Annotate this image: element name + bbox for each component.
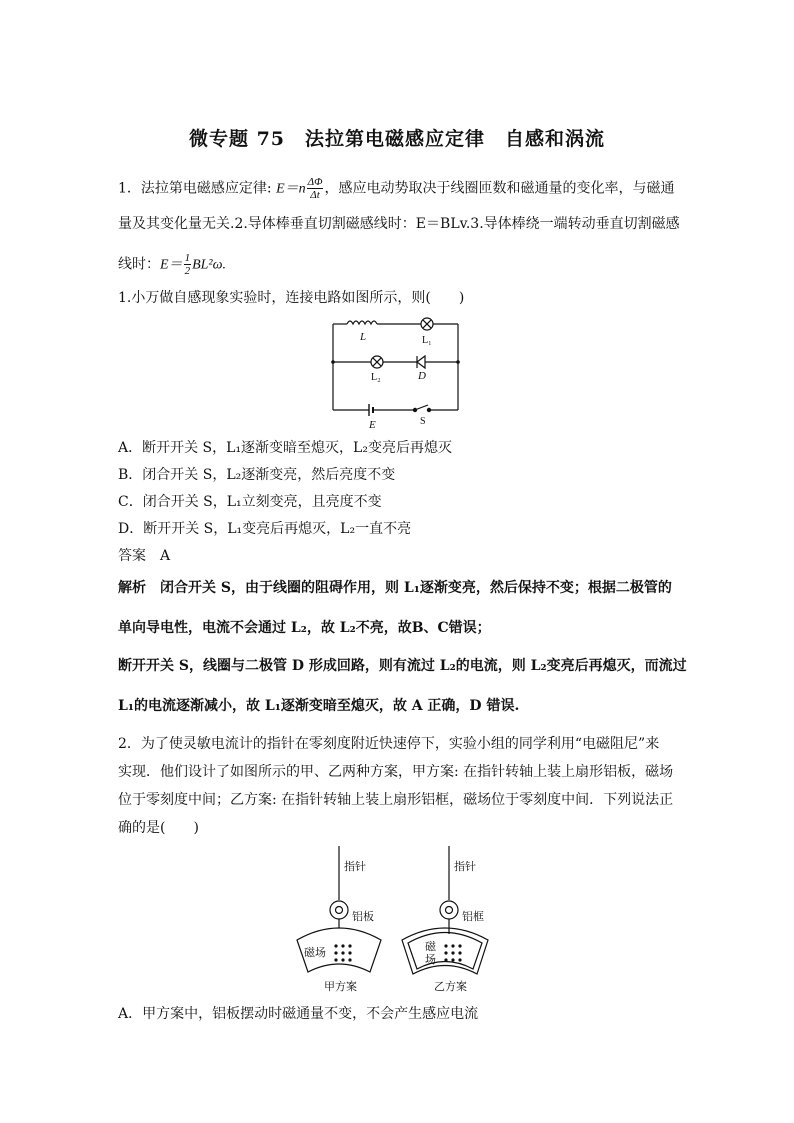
q1-option-c: C．闭合开关 S，L₁立刻变亮，且亮度不变	[118, 494, 382, 510]
intro-line-1	[118, 176, 674, 201]
intro-text: ，感应电动势取决于线圈匝数和磁通量的变化率，与磁通	[324, 180, 675, 197]
diode-icon	[417, 356, 425, 368]
intro-text: 线时：	[118, 256, 160, 273]
magnetic-field-dots	[334, 944, 351, 961]
intro-line-3	[118, 252, 226, 277]
fraction	[307, 176, 324, 201]
inductor-icon	[347, 321, 377, 324]
label-switch: S	[420, 416, 426, 427]
q1-analysis-line-3: 断开开关 S，线圈与二极管 D 形成回路，则有流过 L₂的电流，则 L₂变亮后再熄灭，而流过	[118, 658, 687, 674]
left-caption: 甲方案	[324, 981, 357, 993]
q1-option-d: D．断开开关 S，L₁变亮后再熄灭，L₂一直不亮	[118, 521, 412, 537]
right-pointer-label: 指针	[454, 861, 476, 873]
formula-lhs: E＝	[160, 257, 183, 273]
label-lamp-l1: L₁	[422, 335, 432, 346]
label-diode: D	[418, 370, 426, 382]
q1-circuit-diagram	[325, 312, 470, 432]
label-battery: E	[369, 419, 376, 431]
q1-analysis-line-4: L₁的电流逐渐减小，故 L₁逐渐变暗至熄灭，故 A 正确，D 错误.	[118, 698, 520, 714]
formula-rhs: BL²ω.	[192, 257, 226, 273]
sector-frame-outer-icon	[402, 928, 488, 974]
left-pointer-label: 指针	[344, 861, 366, 873]
fraction	[184, 252, 192, 277]
left-field-label: 磁场	[304, 947, 326, 959]
formula-lhs: E＝n	[276, 181, 306, 197]
q2-damping-figure	[290, 842, 490, 1000]
right-caption: 乙方案	[434, 981, 467, 993]
q2-stem-line-2: 实现．他们设计了如图所示的甲、乙两种方案，甲方案: 在指针转轴上装上扇形铝板，磁场	[118, 764, 674, 780]
battery-icon	[369, 404, 373, 416]
q1-answer: 答案 A	[118, 548, 171, 564]
label-inductor: L	[360, 331, 367, 343]
left-plate-label: 铝板	[352, 911, 374, 923]
magnetic-field-dots	[444, 944, 461, 961]
q2-option-a: A．甲方案中，铝板摆动时磁通量不变，不会产生感应电流	[118, 1006, 479, 1022]
q1-analysis-line-2: 单向导电性，电流不会通过 L₂，故 L₂不亮，故B、C错误；	[118, 620, 491, 636]
switch-icon	[413, 405, 430, 412]
pivot-icon	[330, 901, 348, 919]
q1-analysis-line-1: 解析 闭合开关 S，由于线圈的阻碍作用，则 L₁逐渐变亮，然后保持不变；根据二极管的	[118, 580, 672, 596]
fraction-numerator: ΔΦ	[307, 176, 323, 188]
right-field-label-1: 磁	[425, 941, 436, 953]
q1-stem: 1.小万做自感现象实验时，连接电路如图所示，则( )	[118, 290, 465, 306]
page-title: 微专题 75 法拉第电磁感应定律 自感和涡流	[188, 128, 606, 150]
right-field-label-2: 场	[425, 954, 436, 966]
q2-stem-line-1: 2．为了使灵敏电流计的指针在零刻度附近快速停下，实验小组的同学利用“电磁阻尼”来	[118, 736, 660, 752]
q1-option-b: B．闭合开关 S，L₂逐渐变亮，然后亮度不变	[118, 467, 396, 483]
q2-stem-line-4: 确的是( )	[118, 820, 199, 836]
fraction-denominator: Δt	[310, 189, 320, 201]
intro-text: 1．法拉第电磁感应定律:	[118, 180, 277, 197]
right-plate-label: 铝框	[462, 911, 484, 923]
label-lamp-l2: L₂	[371, 372, 381, 383]
sector-frame-inner-icon	[408, 933, 482, 970]
intro-line-2: 量及其变化量无关.2.导体棒垂直切割磁感线时：E＝BLv.3.导体棒绕一端转动垂直切割磁感	[118, 216, 680, 232]
q1-option-a: A．断开开关 S，L₁逐渐变暗至熄灭，L₂变亮后再熄灭	[118, 440, 452, 456]
fraction-denominator: 2	[184, 265, 191, 277]
q2-stem-line-3: 位于零刻度中间；乙方案: 在指针转轴上装上扇形铝框，磁场位于零刻度中间．下列说法正	[118, 792, 674, 808]
fraction-numerator: 1	[184, 252, 191, 264]
pivot-icon	[440, 901, 458, 919]
